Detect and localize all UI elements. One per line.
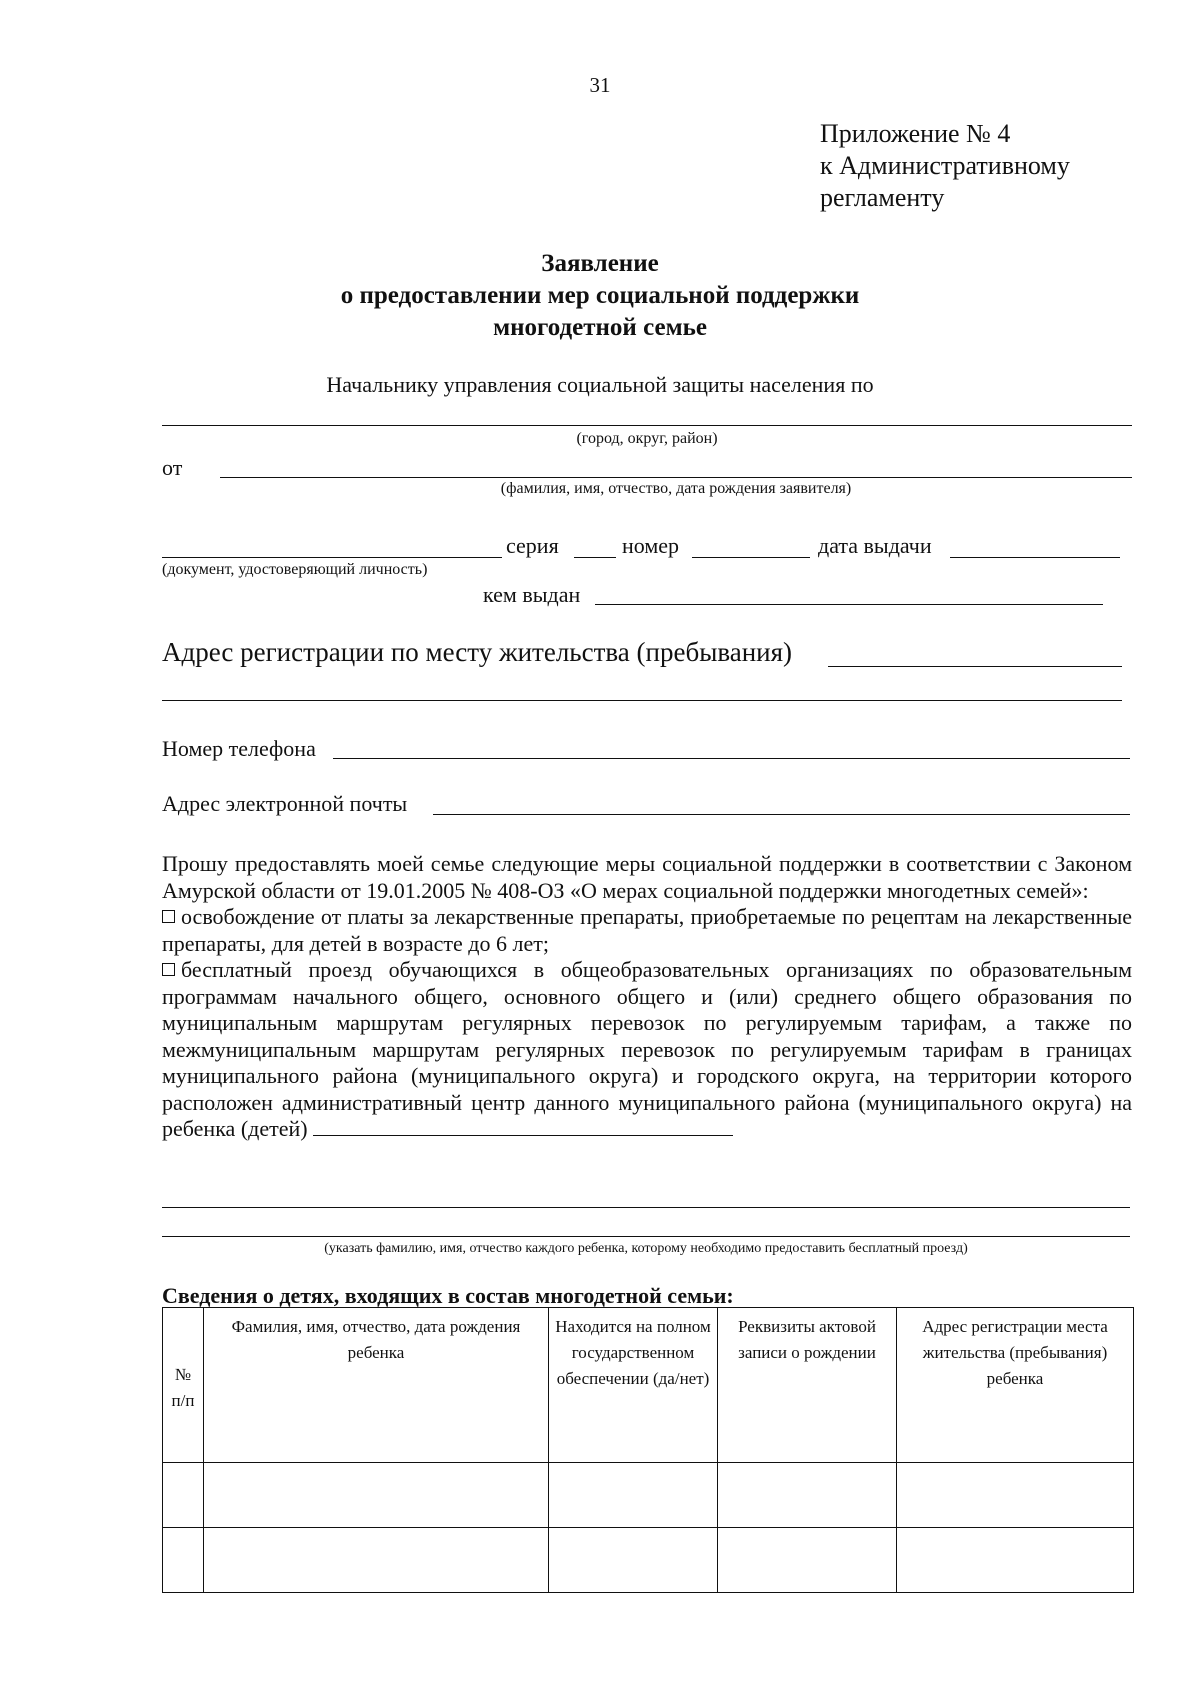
- table-cell[interactable]: [204, 1463, 549, 1528]
- from-label: от: [162, 455, 183, 480]
- city-field-line[interactable]: [162, 425, 1132, 426]
- col-state-support: Находится на полном государственном обеспечении (да/нет): [549, 1308, 718, 1463]
- phone-field-line[interactable]: [333, 758, 1130, 759]
- issue-date-label: дата выдачи: [818, 533, 932, 558]
- table-cell[interactable]: [897, 1463, 1134, 1528]
- table-cell[interactable]: [204, 1528, 549, 1593]
- checkbox-medicines[interactable]: [162, 910, 175, 923]
- title-line-3: многодетной семье: [493, 314, 707, 341]
- email-field-line[interactable]: [433, 814, 1130, 815]
- appendix-line-3: регламенту: [820, 183, 945, 212]
- table-row: [163, 1463, 1134, 1528]
- issue-date-field-line[interactable]: [950, 557, 1120, 558]
- children-field-inline[interactable]: [313, 1117, 733, 1136]
- table-cell[interactable]: [163, 1528, 204, 1593]
- number-label: номер: [622, 533, 680, 558]
- table-cell[interactable]: [718, 1528, 897, 1593]
- appendix-line-2: к Административному: [820, 151, 1070, 180]
- table-cell[interactable]: [718, 1463, 897, 1528]
- option-free-travel-text: бесплатный проезд обучающихся в общеобразовательных организациях по образовательным программам начального общего, основного общего и (или) среднего общего образования по муниципальным маршрутам регулярных перевозок по регулируемым тарифам, а также по межмуниципальным маршрутам регулярных перевозок по регулируемым тарифам в границах муниципального района (муниципального округа) и городского округа, на территории которого расположен административный центр данного муниципального района (муниципального округа) на ребенка (детей): [162, 957, 1132, 1141]
- children-names-line-1[interactable]: [162, 1207, 1130, 1208]
- children-table: [162, 1307, 1134, 1593]
- children-section-title: Сведения о детях, входящих в состав многодетной семьи:: [162, 1283, 734, 1308]
- page-number: 31: [589, 73, 611, 97]
- applicant-field-line[interactable]: [220, 477, 1132, 478]
- title-line-2: о предоставлении мер социальной поддержки: [340, 282, 860, 309]
- phone-label: Номер телефона: [162, 736, 316, 761]
- col-full-name: Фамилия, имя, отчество, дата рождения ребенка: [204, 1308, 549, 1463]
- email-label: Адрес электронной почты: [162, 791, 408, 816]
- children-table-header: [163, 1308, 1134, 1463]
- document-title: [0, 248, 1200, 344]
- children-names-caption: (указать фамилию, имя, отчество каждого ребенка, которому необходимо предоставить бесплатный проезд): [324, 1241, 968, 1256]
- number-field-line[interactable]: [692, 557, 810, 558]
- option-free-travel: [162, 957, 1132, 1143]
- children-names-line-2[interactable]: [162, 1236, 1130, 1237]
- table-cell[interactable]: [897, 1528, 1134, 1593]
- col-number: № п/п: [163, 1308, 204, 1463]
- address-field-line-1[interactable]: [828, 666, 1122, 667]
- address-label: Адрес регистрации по месту жительства (пребывания): [162, 637, 793, 667]
- option-medicines-text: освобождение от платы за лекарственные препараты, приобретаемые по рецептам на лекарственные препараты, для детей в возрасте до 6 лет;: [162, 904, 1132, 956]
- col-child-address: Адрес регистрации места жительства (пребывания) ребенка: [897, 1308, 1134, 1463]
- issued-by-label: кем выдан: [483, 582, 581, 607]
- request-block: [162, 851, 1132, 1143]
- city-caption: (город, округ, район): [576, 430, 718, 447]
- table-row: [163, 1528, 1134, 1593]
- option-medicines: [162, 904, 1132, 957]
- series-label: серия: [506, 533, 559, 558]
- col-birth-record: Реквизиты актовой записи о рождении: [718, 1308, 897, 1463]
- applicant-caption: (фамилия, имя, отчество, дата рождения заявителя): [500, 480, 852, 497]
- series-field-line[interactable]: [574, 557, 616, 558]
- document-caption: (документ, удостоверяющий личность): [162, 561, 428, 578]
- request-intro: Прошу предоставлять моей семье следующие меры социальной поддержки в соответствии с Законом Амурской области от 19.01.2005 № 408-ОЗ «О мерах социальной поддержки многодетных семей»:: [162, 851, 1132, 903]
- appendix-line-1: Приложение № 4: [820, 119, 1011, 148]
- title-line-1: Заявление: [541, 250, 659, 277]
- checkbox-free-travel[interactable]: [162, 963, 175, 976]
- address-field-line-2[interactable]: [162, 700, 1122, 701]
- addressee-line: Начальнику управления социальной защиты населения по: [326, 372, 874, 397]
- table-cell[interactable]: [163, 1463, 204, 1528]
- document-field-line[interactable]: [162, 557, 502, 558]
- table-cell[interactable]: [549, 1463, 718, 1528]
- table-cell[interactable]: [549, 1528, 718, 1593]
- issued-by-field-line[interactable]: [595, 604, 1103, 605]
- appendix-header: [820, 118, 1070, 214]
